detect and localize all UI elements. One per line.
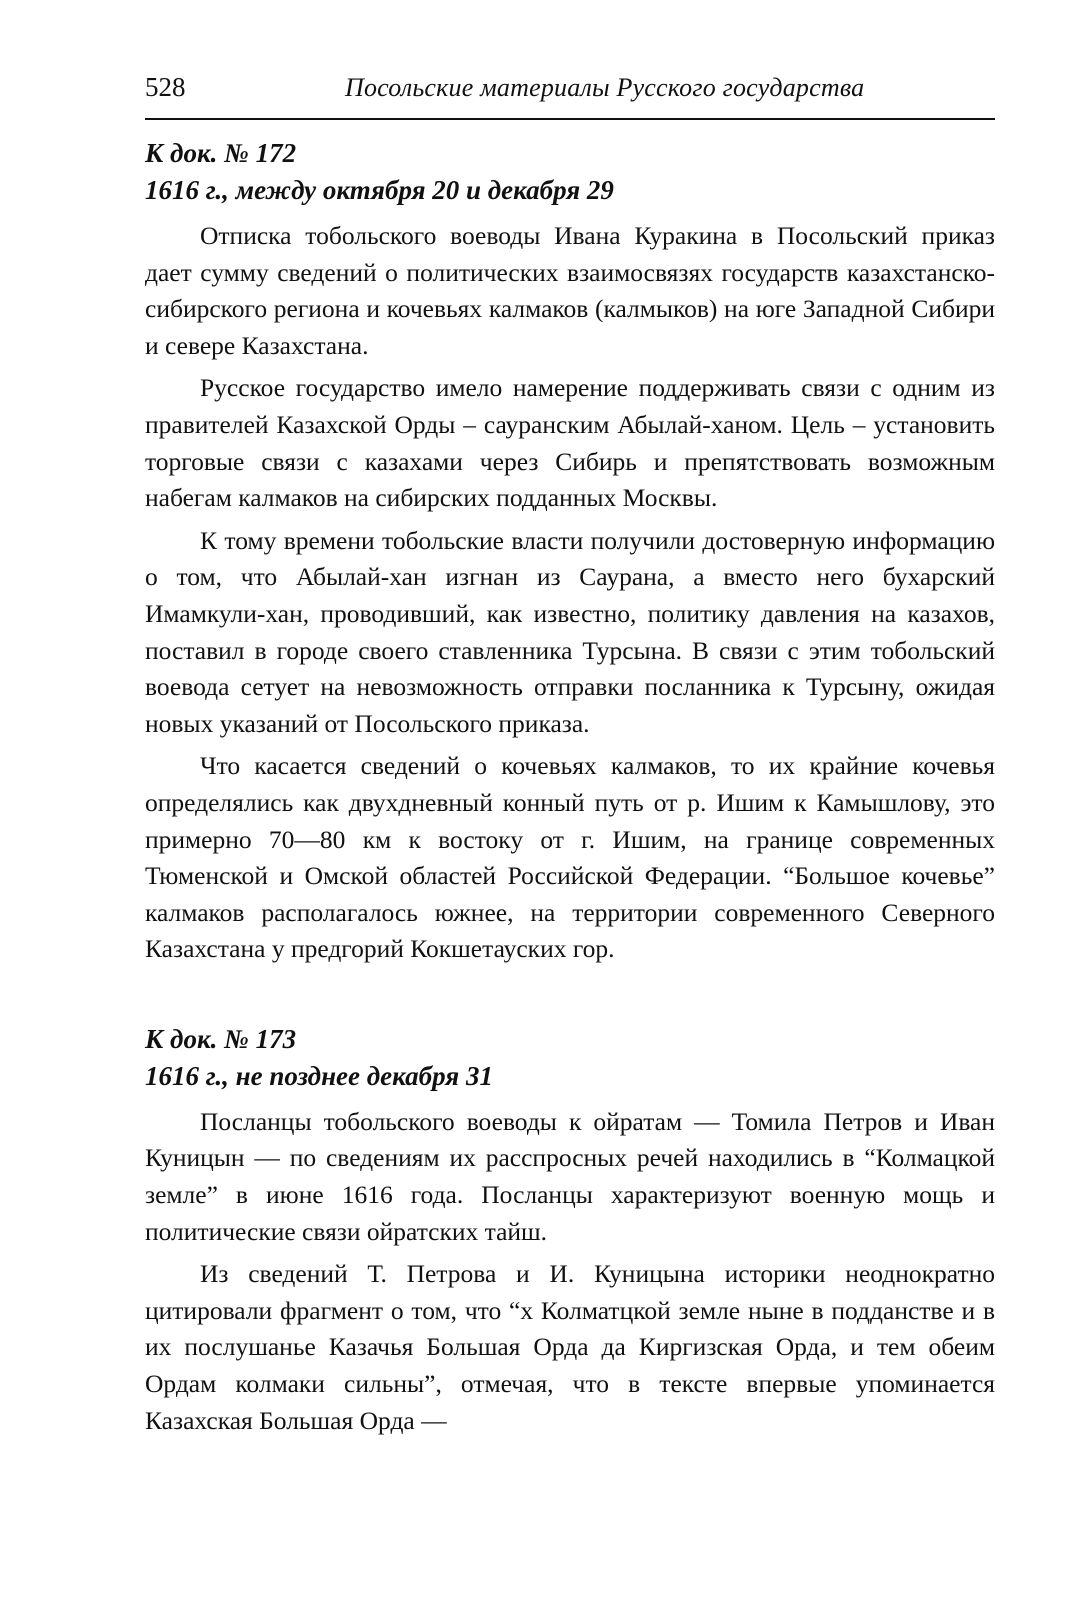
section-heading: К док. № 172 (145, 138, 297, 168)
commentary-section-172 (145, 134, 995, 968)
paragraph: Русское государство имело намерение поддерживать связи с одним из правителей Казахской Орды – сауранским Абылай-ханом. Цель – установить торговые связи с казахами через Сибирь и препятствовать возможным набегам калмаков на сибирских подданных Москвы. (145, 373, 995, 513)
page-number: 528 (145, 72, 186, 102)
commentary-section-173 (145, 1020, 995, 1439)
paragraph: Из сведений Т. Петрова и И. Куницына историки неоднократно цитировали фрагмент о том, что “х Колматцкой земле ныне в подданстве и в их послушанье Казачья Большая Орда да Киргизская Орда, и тем обеим Ордам колмаки сильны”, отмечая, что в тексте впервые упоминается Казахская Большая Орда — (145, 1259, 995, 1435)
paragraph: Посланцы тобольского воеводы к ойратам — Томила Петров и Иван Куницын — по сведениям их расспросных речей находились в “Колмацкой земле” в июне 1616 года. Посланцы характеризуют военную мощь и политические связи ойратских тайш. (145, 1106, 995, 1246)
running-title: Посольские материалы Русского государства (345, 73, 865, 102)
running-header (145, 72, 995, 120)
section-heading: К док. № 173 (145, 1023, 297, 1054)
book-page (145, 72, 995, 1445)
paragraph: Что касается сведений о кочевьях калмаков, то их крайние кочевья определялись как двухдневный конный путь от р. Ишим к Камышлову, это примерно 70—80 км к востоку от г. Ишим, на границе современных Тюменской и Омской областей Российской Федерации. “Большое кочевье” калмаков располагалось южнее, на территории современного Северного Казахстана у предгорий Кокшетауских гор. (145, 751, 995, 964)
paragraph: К тому времени тобольские власти получили достоверную информацию о том, что Абылай-хан изгнан из Саурана, а вместо него бухарский Имамкули-хан, проводивший, как известно, политику давления на казахов, поставил в городе своего ставленника Турсына. В связи с этим тобольский воевода сетует на невозможность отправки посланника к Турсыну, ожидая новых указаний от Посольского приказа. (145, 525, 995, 738)
section-date: 1616 г., не позднее декабря 31 (145, 1060, 493, 1091)
paragraph: Отписка тобольского воеводы Ивана Куракина в Посольский приказ дает сумму сведений о политических взаимосвязях государств казахстанско-сибирского региона и кочевьях калмаков (калмыков) на юге Западной Сибири и севере Казахстана. (145, 221, 995, 360)
section-date: 1616 г., между октября 20 и декабря 29 (145, 175, 614, 205)
